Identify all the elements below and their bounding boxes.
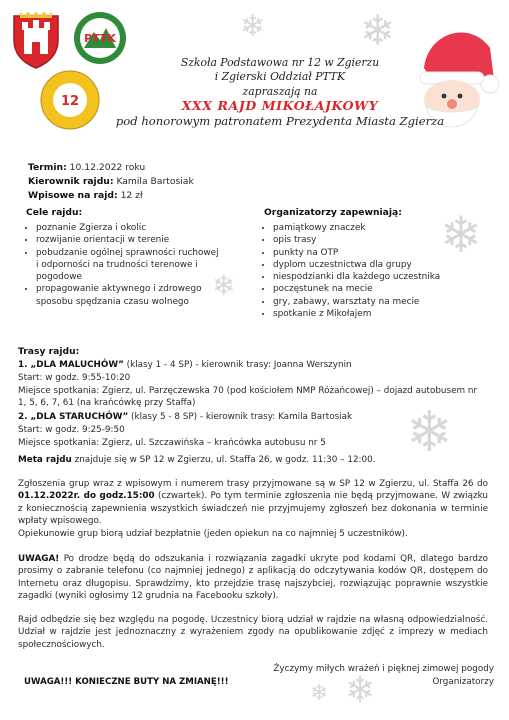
organizers-item: • poczęstunek na mecie <box>273 283 473 295</box>
organizers-title: Organizatorzy zapewniają: <box>264 207 402 218</box>
heading-line-3: zapraszają na <box>242 85 318 98</box>
snowflake-icon: ❄ <box>406 400 453 465</box>
finish-info: Meta rajdu znajduje się w SP 12 w Zgierzu, ul. Staffa 26, w godz. 11:30 – 12:00. <box>18 455 376 465</box>
goals-item: • poznanie Zgierza i okolic <box>36 222 220 234</box>
event-date: Termin: 10.12.2022 roku <box>28 162 146 173</box>
signature-text: Organizatorzy <box>432 677 494 687</box>
route-1: 1. „DLA MALUCHÓW” (klasy 1 - 4 SP) - kierownik trasy: Joanna Werszynin <box>18 360 352 370</box>
school-logo <box>40 70 100 130</box>
snowflake-icon: ❄ <box>440 206 482 264</box>
event-fee: Wpisowe na rajd: 12 zł <box>28 190 143 201</box>
route-1-start: Start: w godz. 9:55-10:20 <box>18 373 131 383</box>
organizers-item: • punkty na OTP <box>273 247 473 259</box>
routes-title: Trasy rajdu: <box>18 346 80 357</box>
organizers-item: • niespodzianki dla każdego uczestnika <box>273 271 473 283</box>
goals-item: • propagowanie aktywnego i zdrowego sposobu spędzania czasu wolnego <box>36 283 220 308</box>
route-2-start: Start: w godz. 9:25-9:50 <box>18 425 125 435</box>
goals-item: • pobudzanie ogólnej sprawności ruchowej i odporności na trudności terenowe i pogodowe <box>36 247 220 284</box>
registration-info: Zgłoszenia grup wraz z wpisowym i numerem trasy przyjmowane są w SP 12 w Zgierzu, ul. Staffa 26 do 01.12.2022r. do godz.15:00 (czwartek). Po tym terminie zgłoszenia nie będą przyjmowane. W związku z koniecznością zapewnienia wszystkich świadczeń nie przyjmujemy zgłoszeń bez dokonania w terminie wpłaty wpisowego. <box>18 479 488 527</box>
weather-consent: Rajd odbędzie się bez względu na pogodę. Uczestnicy biorą udział w rajdzie na własną odpowiedzialność. Udział w rajdzie jest jednoznaczny z wyrażeniem zgody na opublikowanie zdjęć z imprezy w mediach społecznościowych. <box>18 615 488 650</box>
route-2: 2. „DLA STARUCHÓW” (klasy 5 - 8 SP) - kierownik trasy: Kamila Bartosiak <box>18 412 353 422</box>
event-leader: Kierownik rajdu: Kamila Bartosiak <box>28 176 194 187</box>
event-title: XXX RAJD MIKOŁAJKOWY <box>181 98 379 113</box>
goals-list <box>22 222 220 308</box>
route-2-meeting: Miejsce spotkania: Zgierz, ul. Szczawińska – krańcówka autobusu nr 5 <box>18 438 326 448</box>
heading-line-2: i Zgierski Oddział PTTK <box>214 70 346 83</box>
patronage-line: pod honorowym patronatem Prezydenta Miasta Zgierza <box>115 114 445 128</box>
organizers-item: • pamiątkowy znaczek <box>273 222 473 234</box>
snowflake-icon: ❄ <box>345 670 376 711</box>
organizers-item: • opis trasy <box>273 234 473 246</box>
city-crest-logo <box>10 10 62 70</box>
pttk-logo-text: PTTK <box>84 32 116 45</box>
snowflake-icon: ❄ <box>240 9 266 44</box>
organizers-item: • gry, zabawy, warsztaty na mecie <box>273 296 473 308</box>
route-1-meeting: Miejsce spotkania: Zgierz, ul. Parzęczewska 70 (pod kościołem NMP Różańcowej) – dojazd autobusem nr 1, 5, 6, 7, 61 (na krańcówkę przy Staffa) <box>18 386 478 409</box>
guardians-info: Opiekunowie grup biorą udział bezpłatnie (jeden opiekun na co najmniej 5 uczestników). <box>18 529 408 539</box>
goals-title: Cele rajdu: <box>26 207 83 218</box>
snowflake-icon: ❄ <box>360 6 396 55</box>
organizers-list <box>259 222 473 320</box>
organizers-item: • spotkanie z Mikołajem <box>273 308 473 320</box>
snowflake-icon: ❄ <box>212 269 236 302</box>
shoes-warning: UWAGA!!! KONIECZNE BUTY NA ZMIANĘ!!! <box>24 677 229 687</box>
qr-notice: UWAGA! Po drodze będą do odszukania i rozwiązania zagadki ukryte pod kodami QR, dlatego bardzo prosimy o zabranie telefonu (co najmniej jednego) z aplikacją do odczytywania kodów QR, dostępem do Internetu oraz długopisu. Sprawdzimy, kto przejdzie trasę najszybciej, rozwiązując poprawnie wszystkie zagadki (wyniki ogłosimy 12 grudnia na Facebooku szkoły). <box>18 554 488 602</box>
goals-item: • rozwijanie orientacji w terenie <box>36 234 220 246</box>
heading-line-1: Szkoła Podstawowa nr 12 w Zgierzu <box>180 56 380 69</box>
organizers-item: • dyplom uczestnictwa dla grupy <box>273 259 473 271</box>
svg-text:12: 12 <box>60 94 80 109</box>
snowflake-icon: ❄ <box>310 681 329 706</box>
wishes-text: Życzymy miłych wrażeń i pięknej zimowej pogody <box>273 664 494 674</box>
